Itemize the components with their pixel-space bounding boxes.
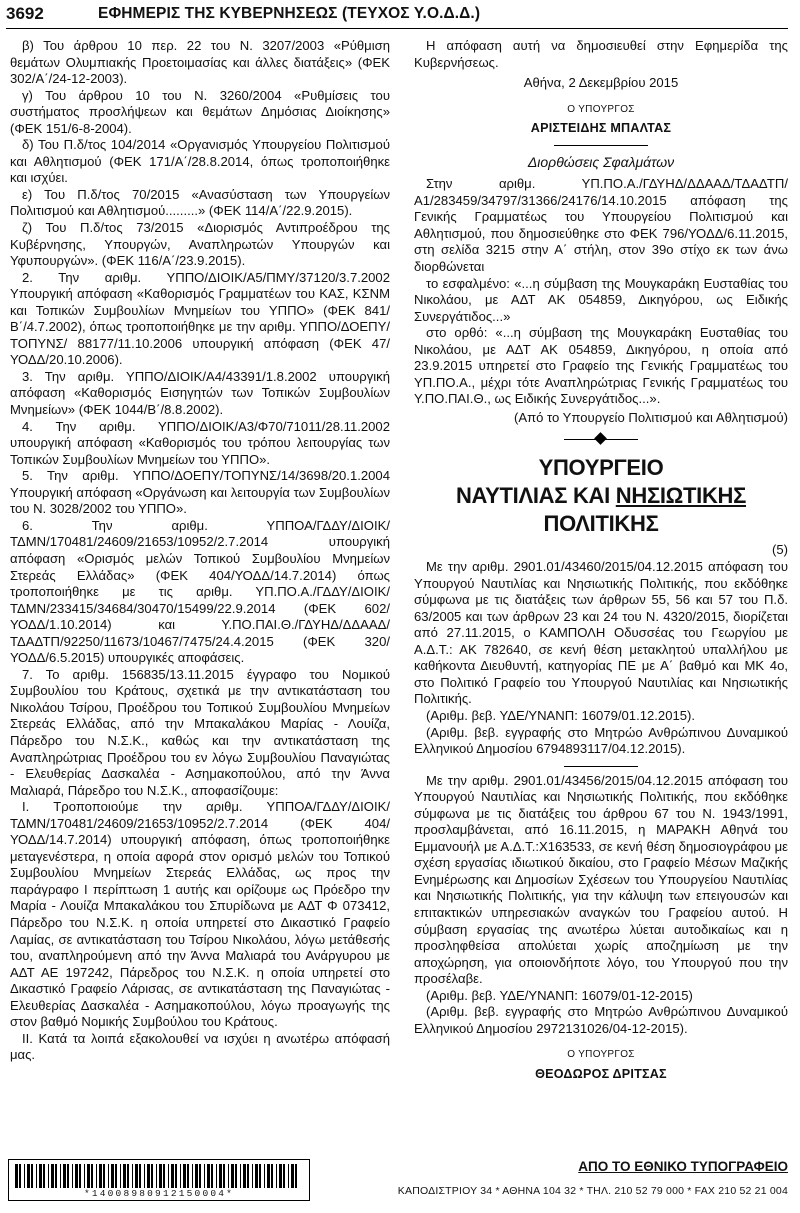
paragraph: ε) Του Π.δ/τος 70/2015 «Ανασύσταση των Υπουργείων Πολιτισμού και Αθλητισμού.........» (ΦΕΚ 114/Α΄/22.9.2015).: [10, 186, 390, 219]
barcode-bar: [163, 1164, 165, 1188]
barcode-bar: [48, 1164, 49, 1188]
barcode-bar: [99, 1164, 102, 1188]
barcode-bar: [171, 1164, 174, 1188]
page-number: 3692: [6, 4, 44, 23]
barcode-bar: [151, 1164, 153, 1188]
barcode-bar: [291, 1164, 294, 1188]
decision-text: Με την αριθμ. 2901.01/43460/2015/04.12.2015 απόφαση του Υπουργού Ναυτιλίας και Νησιωτικής Πολιτικής, που εκδόθηκε σύμφωνα με τις διατάξεις των άρθρων 55, 56 και 57 του Π.δ. 63/2005 και των άρθρων 23 και 24 του Ν. 4320/2015, διορίζεται από 27.11.2015, ο ΚΑΜΠΟΛΗ Οδυσσέας του Γεωργίου με Α.Δ.Τ.: ΑΚ 782640, σε κενή θέση μετακλητού υπαλλήλου με καθήκοντα Διευθυντή, κατηγορίας ΠΕ με Α΄ βαθμό και ΜΚ 4ο, στο Πολιτικό Γραφείο του Υπουργού Ναυτιλίας και Νησιωτικής Πολιτικής.: [414, 559, 788, 707]
paragraph: 7. Το αριθμ. 156835/13.11.2015 έγγραφο του Νομικού Συμβουλίου του Κράτους, σχετικά με την αντικατάσταση του Νικολάου Τσίρου, Προέδρου του Τοπικού Συμβουλίου Μνημείων Στερεάς Ελλάδας, από την Μπακαλάκου Μαρίας - Λουίζα, Πάρεδρο του Ν.Σ.Κ., καθώς και την αντικατάσταση της Αναπληρώτριας Προέδρου του εν λόγω Συμβουλίου Παναγιώτας - Ελευθερίας Δασκαλέα - Ασημακοπούλου, από την Άννα Μαλιαρά, Πάρεδρο του Ν.Σ.Κ., αποφασίζουμε:: [10, 666, 390, 798]
minister-label: Ο ΥΠΟΥΡΓΟΣ: [567, 103, 635, 115]
barcode-bar: [243, 1164, 246, 1188]
barcode-bar: [72, 1164, 73, 1188]
barcode-bar: [279, 1164, 282, 1188]
gazette-title: ΕΦΗΜΕΡΙΣ ΤΗΣ ΚΥΒΕΡΝΗΣΕΩΣ (ΤΕΥΧΟΣ Υ.Ο.Δ.Δ.): [98, 5, 481, 22]
paragraph: γ) Του άρθρου 10 του Ν. 3260/2004 «Ρυθμίσεις του συστήματος προσλήψεων και θεμάτων Δημόσιας Διοίκησης» (ΦΕΚ 151/6-8-2004).: [10, 87, 390, 136]
errata-wrong: το εσφαλμένο: «...η σύμβαση της Μουγκαράκη Ευσταθίας του Νικολάου, με ΑΔΤ ΑΚ 054859, Δικηγόρου, ως Ειδικής Συνεργάτιδος...»: [414, 275, 788, 324]
barcode-bar: [187, 1164, 189, 1188]
paragraph: 5. Την αριθμ. ΥΠΠΟ/ΔΟΕΠΥ/ΤΟΠΥΝΣ/14/3698/20.1.2004 Υπουργική απόφαση «Οργάνωση και λειτουργία των Συμβουλίων του Ν. 3028/2002 του ΥΠΠΟ».: [10, 468, 390, 517]
barcode-bar: [199, 1164, 201, 1188]
paragraph: δ) Του Π.δ/τος 104/2014 «Οργανισμός Υπουργείου Πολιτισμού και Αθλητισμού (ΦΕΚ 171/Α΄/28.8.2014, όπως τροποποιήθηκε και ισχύει.: [10, 137, 390, 186]
paragraph: ΙΙ. Κατά τα λοιπά εξακολουθεί να ισχύει η ανωτέρω απόφασή μας.: [10, 1030, 390, 1063]
decision-reference: (Αριθμ. βεβ. εγγραφής στο Μητρώο Ανθρώπινου Δυναμικού Ελληνικού Δημοσίου 6794893117/04.12.2015).: [414, 724, 788, 757]
barcode-bar: [247, 1164, 249, 1188]
barcode-bar: [115, 1164, 117, 1188]
barcode-bar: [180, 1164, 181, 1188]
barcode-bar: [60, 1164, 61, 1188]
separator: [554, 145, 648, 146]
barcode-bar: [211, 1164, 213, 1188]
errata-intro: Στην αριθμ. ΥΠ.ΠΟ.Α./ΓΔΥΗΔ/ΔΔΑΑΔ/ΤΔΑΔΤΠ/Α1/283459/34797/31366/24176/14.10.2015 απόφαση της Γενικής Γραμματέως του Υπουργείου Πολιτισμού και Αθλητισμού, που δημοσιεύθηκε στο ΦΕΚ 796/ΥΟΔΔ/6.11.2015, στη σελίδα 3215 στην Α΄ στήλη, στον 39ο στίχο εκ των άνω διορθώνεται: [414, 176, 788, 275]
paragraph: 3. Την αριθμ. ΥΠΠΟ/ΔΙΟΙΚ/Α4/43391/1.8.2002 υπουργική απόφαση «Καθορισμός Εισηγητών των Τοπικών Συμβουλίων Μνημείων» (ΦΕΚ 1044/Β΄/8.8.2002).: [10, 368, 390, 418]
barcode-bar: [168, 1164, 169, 1188]
barcode-bar: [283, 1164, 285, 1188]
barcode-bar: [216, 1164, 217, 1188]
page-footer: [0, 1153, 800, 1213]
errata-correct: στο ορθό: «...η σύμβαση της Μουγκαράκη Ευσταθίας του Νικολάου, με ΑΔΤ ΑΚ 054859, Δικηγόρου, η οποία από 23.9.2015 υπηρετεί στο Γραφείο της Γενικής Γραμματέως του ΥΠ.ΠΟ.Α., μέχρι τότε Αναπληρώτριας Γενικής Γραμματέως του Υ.ΠΟ.ΠΑΙ.Θ., ως Ειδικής Συνεργάτιδος...».: [414, 325, 788, 407]
barcode-bar: [19, 1164, 21, 1188]
barcode-bar: [219, 1164, 222, 1188]
barcode-number: *14008980912150004*: [83, 1188, 235, 1199]
paragraph: 4. Την αριθμ. ΥΠΠΟ/ΔΙΟΙΚ/Α3/Φ70/71011/28.11.2002 υπουργική απόφαση «Καθορισμός του τρόπου λειτουργίας των Τοπικών Συμβουλίων Μνημείων του ΥΠΠΟ».: [10, 418, 390, 467]
barcode-bar: [231, 1164, 234, 1188]
barcode-bar: [27, 1164, 30, 1188]
barcode-bar: [144, 1164, 145, 1188]
barcode-bar: [159, 1164, 162, 1188]
item-number: (5): [771, 542, 788, 558]
barcode-bar: [111, 1164, 114, 1188]
barcode-bar: [108, 1164, 109, 1188]
barcode-bar: [264, 1164, 265, 1188]
barcode-bar: [103, 1164, 105, 1188]
barcode-bar: [51, 1164, 54, 1188]
ministry-heading-line1: ΥΠΟΥΡΓΕΙΟ: [538, 455, 664, 481]
barcode-bar: [207, 1164, 210, 1188]
barcode-bar: [156, 1164, 157, 1188]
diamond-icon: [594, 433, 607, 446]
barcode-bar: [240, 1164, 241, 1188]
barcode-bar: [79, 1164, 81, 1188]
barcode-bar: [276, 1164, 277, 1188]
left-column: [10, 38, 390, 1064]
barcode-bar: [43, 1164, 45, 1188]
page-header: [6, 4, 792, 26]
barcode-bar: [267, 1164, 270, 1188]
barcode-bar: [259, 1164, 261, 1188]
minister-name: ΑΡΙΣΤΕΙΔΗΣ ΜΠΑΛΤΑΣ: [530, 121, 672, 136]
ministry-heading-underlined: ΝΗΣΙΩΤΙΚΗΣ: [615, 483, 747, 509]
decision-reference: (Αριθμ. βεβ. ΥΔΕ/ΥΝΑΝΠ: 16079/01-12-2015): [426, 987, 693, 1003]
barcode-bar: [96, 1164, 97, 1188]
barcode-bar: [195, 1164, 198, 1188]
ministry-heading-line2: [414, 482, 788, 538]
printer-address: ΚΑΠΟΔΙΣΤΡΙΟΥ 34 * ΑΘΗΝΑ 104 32 * ΤΗΛ. 210 52 79 000 * FAX 210 52 21 004: [397, 1185, 788, 1197]
diamond-separator: [414, 432, 788, 446]
barcode-bar: [67, 1164, 69, 1188]
paragraph: Ι. Τροποποιούμε την αριθμ. ΥΠΠΟΑ/ΓΔΔΥ/ΔΙΟΙΚ/ΤΔΜΝ/170481/24609/21653/10952/2.7.2014 (ΦΕΚ 404/ΥΟΔΔ/14.7.2014) υπουργική απόφαση, όπως τροποποιήθηκε μεταγενέστερα, η οποία αφορά στον ορισμό μελών του Τοπικού Συμβουλίου Μνημείων Στερεάς Ελλάδας, ως προς την παράγραφο Ι περίπτωση 1 αυτής και ορίζουμε ως Πρόεδρο την Μαρία - Λουίζα Μπακαλάκου του Σπυρίδωνα με ΑΔΤ Φ 073412, Πάρεδρο του Ν.Σ.Κ. η οποία υπηρετεί στο Δικαστικό Γραφείο Λαμίας, σε αντικατάσταση του Τσίρου Νικολάου, λόγω μετάθεσής του, αναπληρούμενη από την Άννα Μαλιαρά του Ανάργυρου με ΑΔΤ ΑΕ 197242, Πάρεδρος του Ν.Σ.Κ. η οποία υπηρετεί στο Δικαστικό Γραφείο Λάρισας, σε αντικατάσταση της Παναγιώτας - Ελευθερίας Δασκαλέα - Ασημακοπούλου, λόγω προαγωγής της στον βαθμό Νομικής Συμβούλου του Κράτους.: [10, 799, 390, 1030]
barcode-bar: [123, 1164, 126, 1188]
barcode-bars: [15, 1164, 301, 1188]
barcode-bar: [127, 1164, 129, 1188]
printer-name: ΑΠΟ ΤΟ ΕΘΝΙΚΟ ΤΥΠΟΓΡΑΦΕΙΟ: [578, 1159, 788, 1174]
place-date: Αθήνα, 2 Δεκεμβρίου 2015: [523, 75, 679, 91]
barcode-bar: [75, 1164, 78, 1188]
barcode-bar: [223, 1164, 225, 1188]
barcode-bar: [36, 1164, 37, 1188]
barcode-bar: [63, 1164, 66, 1188]
barcode-bar: [204, 1164, 205, 1188]
barcode-bar: [84, 1164, 85, 1188]
barcode-bar: [288, 1164, 289, 1188]
barcode-bar: [252, 1164, 253, 1188]
paragraph: 6. Την αριθμ. ΥΠΠΟΑ/ΓΔΔΥ/ΔΙΟΙΚ/ΤΔΜΝ/170481/24609/21653/10952/2.7.2014 υπουργική απόφαση «Ορισμός μελών Τοπικού Συμβουλίου Μνημείων Στερεάς Ελλάδας» (ΦΕΚ 404/ΥΟΔΔ/14.7.2014) όπως τροποποιήθηκε με τις αριθμ. ΥΠ.ΠΟ.Α./ΓΔΔΥ/ΔΙΟΙΚ/ΤΔΜΝ/233415/34684/30470/15499/22.9.2014 (ΦΕΚ 602/ΥΟΔΔ/1.10.2014) και Υ.ΠΟ.ΠΑΙ.Θ./ΓΔΥΗΔ/ΔΔΑΑΔ/ΤΔΑΔΤΠ/92250/11673/10467/7475/24.4.2015 (ΦΕΚ 320/ΥΟΔΔ/6.5.2015) υπουργικές αποφάσεις.: [10, 517, 390, 666]
barcode-bar: [120, 1164, 121, 1188]
barcode-bar: [55, 1164, 57, 1188]
barcode-bar: [271, 1164, 273, 1188]
barcode-bar: [235, 1164, 237, 1188]
errata-source: (Από το Υπουργείο Πολιτισμού και Αθλητισμού): [513, 409, 788, 425]
right-column: [414, 38, 788, 1082]
errata-title: Διορθώσεις Σφαλμάτων: [527, 153, 675, 170]
ministry-heading-part: ΝΑΥΤΙΛΙΑΣ ΚΑΙ: [455, 483, 616, 509]
barcode-bar: [139, 1164, 141, 1188]
barcode-bar: [31, 1164, 33, 1188]
barcode-bar: [228, 1164, 229, 1188]
barcode-bar: [91, 1164, 93, 1188]
decision-text: Με την αριθμ. 2901.01/43456/2015/04.12.2015 απόφαση του Υπουργού Ναυτιλίας και Νησιωτικής Πολιτικής, που εκδόθηκε σύμφωνα με τις διατάξεις του άρθρου 67 του Ν. 1943/1991, προσλαμβάνεται, από 16.11.2015, η ΜΑΡΑΚΗ Αθηνά του Εμμανουήλ με Α.Δ.Τ.:Χ163533, σε κενή θέση δημοσιογράφου με σχέση εργασίας ιδιωτικού δικαίου, στο Γραφείο Μέσων Μαζικής Ενημέρωσης και Δημοσίων Σχέσεων του Υπουργείου Ναυτιλίας και Νησιωτικής Πολιτικής, για την κάλυψη των επειγουσών και επιτακτικών υπηρεσιακών αναγκών του Γραφείου αυτού. Η σύμβαση εργασίας της ανωτέρω λύεται αυτοδικαίως και η προσληφθείσα απολύεται χωρίς αποζημίωση με την αποχώρηση, για οποιονδήποτε λόγο, του Υπουργού που την προσέλαβε.: [414, 772, 788, 987]
barcode-bar: [175, 1164, 177, 1188]
barcode-bar: [147, 1164, 150, 1188]
decision-reference: (Αριθμ. βεβ. εγγραφής στο Μητρώο Ανθρώπινου Δυναμικού Ελληνικού Δημοσίου 2972131026/04-12-2015).: [414, 1004, 788, 1036]
barcode-bar: [15, 1164, 18, 1188]
barcode-bar: [39, 1164, 42, 1188]
barcode-bar: [132, 1164, 133, 1188]
barcode-bar: [135, 1164, 138, 1188]
barcode-bar: [87, 1164, 90, 1188]
separator: [564, 766, 638, 767]
paragraph: β) Του άρθρου 10 περ. 22 του Ν. 3207/2003 «Ρύθμιση θεμάτων Ολυμπιακής Προετοιμασίας και άλλες διατάξεις» (ΦΕΚ 302/Α΄/24-12-2003).: [10, 38, 390, 87]
barcode-bar: [24, 1164, 25, 1188]
header-rule: [6, 28, 788, 29]
minister-name: ΘΕΟΔΩΡΟΣ ΔΡΙΤΣΑΣ: [535, 1066, 667, 1081]
barcode-bar: [295, 1164, 297, 1188]
barcode-bar: [192, 1164, 193, 1188]
minister-label: Ο ΥΠΟΥΡΓΟΣ: [567, 1049, 635, 1061]
decision-reference: (Αριθμ. βεβ. ΥΔΕ/ΥΝΑΝΠ: 16079/01.12.2015).: [426, 707, 696, 723]
publication-note: Η απόφαση αυτή να δημοσιευθεί στην Εφημερίδα της Κυβερνήσεως.: [414, 38, 788, 70]
barcode-bar: [255, 1164, 258, 1188]
barcode-bar: [183, 1164, 186, 1188]
barcode: [8, 1159, 310, 1201]
paragraph: 2. Την αριθμ. ΥΠΠΟ/ΔΙΟΙΚ/Α5/ΠΜΥ/37120/3.7.2002 Υπουργική απόφαση «Καθορισμός Γραμματέων του ΚΑΣ, ΚΣΝΜ και Τοπικών Συμβουλίων Μνημείων του ΥΠΠΟ» (ΦΕΚ 841/Β΄/4.7.2002), όπως τροποποιήθηκε με την αριθμ. ΥΠΠΟ/ΔΟΕΠΥ/ΤΟΠΥΝΣ/ 88177/11.10.2006 υπουργική απόφαση (ΦΕΚ 47/ΥΟΔΔ/20.10.2006).: [10, 269, 390, 368]
ministry-heading-part: ΠΟΛΙΤΙΚΗΣ: [543, 511, 659, 537]
paragraph: ζ) Του Π.δ/τος 73/2015 «Διορισμός Αντιπροέδρου της Κυβέρνησης, Υπουργών, Αναπληρωτών Υπουργών και Υφυπουργών». (ΦΕΚ 116/Α΄/23.9.2015).: [10, 220, 390, 269]
